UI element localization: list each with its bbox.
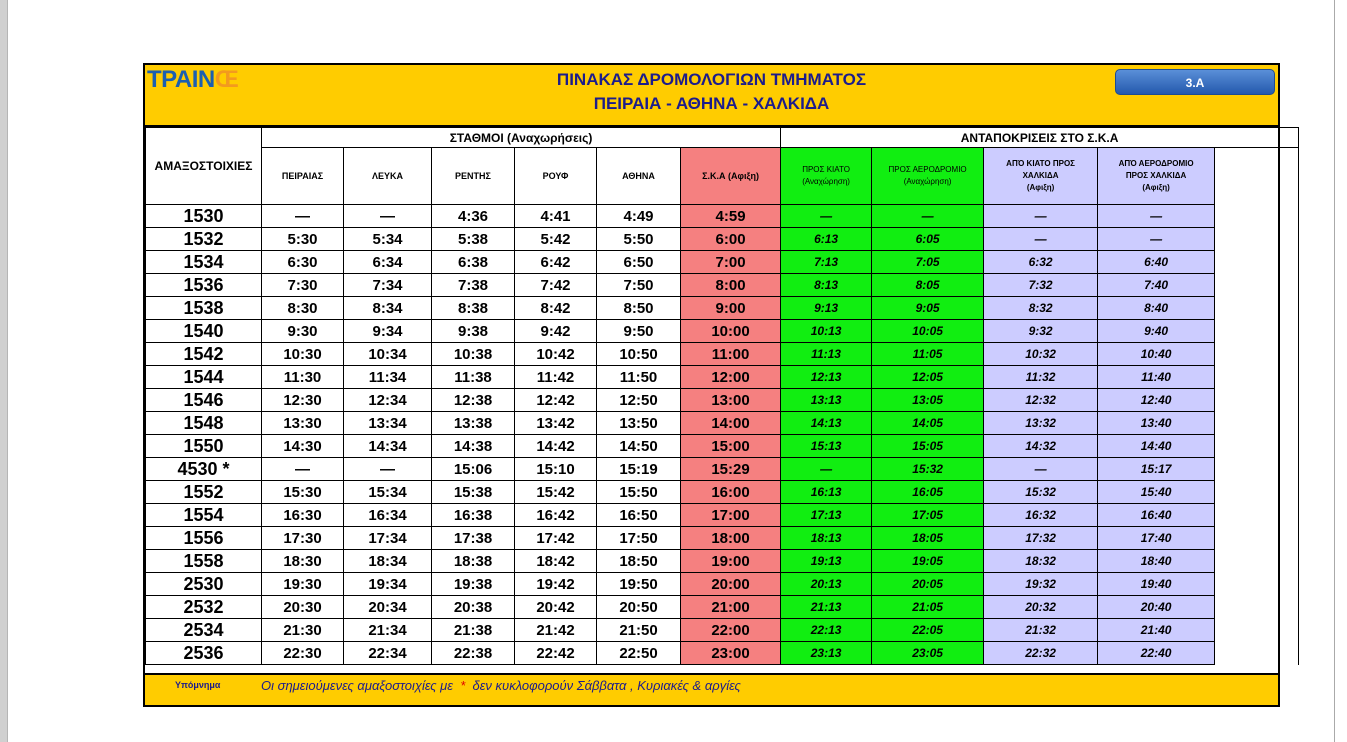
- station-time: 22:50: [597, 642, 681, 665]
- connection-time: 22:05: [872, 619, 984, 642]
- table-row: [146, 550, 1299, 573]
- connection-time: 12:32: [984, 389, 1098, 412]
- window-left-edge: [0, 0, 8, 742]
- station-time: 20:30: [262, 596, 344, 619]
- train-number: 1548: [146, 412, 262, 435]
- station-time: 10:38: [432, 343, 515, 366]
- station-time: 21:30: [262, 619, 344, 642]
- ska-arrival-time: 10:00: [681, 320, 781, 343]
- ska-arrival-time: 4:59: [681, 205, 781, 228]
- station-time: 13:50: [597, 412, 681, 435]
- connection-time: 14:40: [1098, 435, 1215, 458]
- station-time: 22:34: [344, 642, 432, 665]
- station-time: 5:50: [597, 228, 681, 251]
- header-banner: [145, 65, 1278, 127]
- station-time: —: [344, 205, 432, 228]
- table-row: [146, 251, 1299, 274]
- station-time: 19:50: [597, 573, 681, 596]
- station-time: 20:42: [515, 596, 597, 619]
- station-time: 8:42: [515, 297, 597, 320]
- ska-arrival-time: 22:00: [681, 619, 781, 642]
- station-time: 12:30: [262, 389, 344, 412]
- station-time: 12:50: [597, 389, 681, 412]
- ska-arrival-time: 6:00: [681, 228, 781, 251]
- station-time: 22:38: [432, 642, 515, 665]
- table-row: [146, 642, 1299, 665]
- connection-time: —: [781, 205, 872, 228]
- legend-label: Υπόμνημα: [175, 680, 221, 690]
- ska-arrival-time: 21:00: [681, 596, 781, 619]
- station-time: 7:30: [262, 274, 344, 297]
- ska-arrival-time: 15:00: [681, 435, 781, 458]
- connection-time: 8:40: [1098, 297, 1215, 320]
- connection-time: —: [1098, 205, 1215, 228]
- connection-time: 6:13: [781, 228, 872, 251]
- station-time: 19:34: [344, 573, 432, 596]
- station-time: 17:34: [344, 527, 432, 550]
- station-time: 9:42: [515, 320, 597, 343]
- page-title-line2: ΠΕΙΡΑΙΑ - ΑΘΗΝΑ - ΧΑΛΚΙΔΑ: [593, 94, 830, 113]
- connection-time: —: [984, 205, 1098, 228]
- connection-time: 19:13: [781, 550, 872, 573]
- connection-time: 12:13: [781, 366, 872, 389]
- connection-time: 23:13: [781, 642, 872, 665]
- connection-time: 14:05: [872, 412, 984, 435]
- station-time: 4:49: [597, 205, 681, 228]
- connection-time: 18:05: [872, 527, 984, 550]
- note-text-before: Οι σημειούμενες αμαξοστοιχίες με: [261, 678, 453, 693]
- connection-time: 19:32: [984, 573, 1098, 596]
- table-row: [146, 596, 1299, 619]
- station-time: 5:42: [515, 228, 597, 251]
- connection-time: 14:13: [781, 412, 872, 435]
- station-time: 7:38: [432, 274, 515, 297]
- connection-time: 10:05: [872, 320, 984, 343]
- stations-group-header: ΣΤΑΘΜΟΙ (Αναχωρήσεις): [262, 128, 781, 148]
- station-time: 21:50: [597, 619, 681, 642]
- table-row: [146, 458, 1299, 481]
- station-time: 17:42: [515, 527, 597, 550]
- train-number: 2530: [146, 573, 262, 596]
- connection-time: 14:32: [984, 435, 1098, 458]
- station-time: 11:30: [262, 366, 344, 389]
- train-number: 2534: [146, 619, 262, 642]
- station-time: 14:34: [344, 435, 432, 458]
- station-time: 18:42: [515, 550, 597, 573]
- station-time: 15:19: [597, 458, 681, 481]
- connection-time: 9:05: [872, 297, 984, 320]
- connection-time: 16:13: [781, 481, 872, 504]
- connection-time: 15:40: [1098, 481, 1215, 504]
- station-time: 8:34: [344, 297, 432, 320]
- station-time: 6:34: [344, 251, 432, 274]
- connection-time: 15:32: [872, 458, 984, 481]
- connection-time: 18:40: [1098, 550, 1215, 573]
- connection-time: 10:40: [1098, 343, 1215, 366]
- connection-time: 13:05: [872, 389, 984, 412]
- table-row: [146, 366, 1299, 389]
- station-time: 11:38: [432, 366, 515, 389]
- connection-time: 8:32: [984, 297, 1098, 320]
- station-time: 14:38: [432, 435, 515, 458]
- station-time: 4:36: [432, 205, 515, 228]
- station-time: 4:41: [515, 205, 597, 228]
- train-number: 2536: [146, 642, 262, 665]
- station-time: 19:38: [432, 573, 515, 596]
- station-time: 6:30: [262, 251, 344, 274]
- station-time: 16:38: [432, 504, 515, 527]
- train-number: 4530 *: [146, 458, 262, 481]
- logo-accent: Œ: [214, 66, 239, 93]
- ska-arrival-time: 15:29: [681, 458, 781, 481]
- station-time: 6:42: [515, 251, 597, 274]
- footer-legend: [145, 673, 1278, 705]
- station-time: 15:06: [432, 458, 515, 481]
- table-row: [146, 619, 1299, 642]
- station-time: 13:42: [515, 412, 597, 435]
- station-time: 15:38: [432, 481, 515, 504]
- station-time: 15:10: [515, 458, 597, 481]
- connection-time: 13:32: [984, 412, 1098, 435]
- station-time: 21:42: [515, 619, 597, 642]
- connection-time: —: [781, 458, 872, 481]
- connection-time: 9:13: [781, 297, 872, 320]
- timetable: [145, 127, 1299, 665]
- station-time: 20:34: [344, 596, 432, 619]
- window-right-edge: [1334, 0, 1335, 742]
- station-time: 21:34: [344, 619, 432, 642]
- connection-time: 6:05: [872, 228, 984, 251]
- station-time: 16:30: [262, 504, 344, 527]
- station-time: 5:34: [344, 228, 432, 251]
- station-time: 10:30: [262, 343, 344, 366]
- connection-header-line: (Αναχώρηση): [802, 177, 850, 186]
- connection-time: 7:40: [1098, 274, 1215, 297]
- page-title-line1: ΠΙΝΑΚΑΣ ΔΡΟΜΟΛΟΓΙΩΝ ΤΜΗΜΑΤΟΣ: [556, 70, 867, 89]
- connection-time: 13:13: [781, 389, 872, 412]
- section-badge: 3.A: [1115, 69, 1275, 95]
- train-number: 1538: [146, 297, 262, 320]
- connection-time: 15:05: [872, 435, 984, 458]
- connection-header-line: ΧΑΛΚΙΔΑ: [1022, 171, 1059, 180]
- station-time: 7:34: [344, 274, 432, 297]
- connection-time: —: [984, 228, 1098, 251]
- station-time: 21:38: [432, 619, 515, 642]
- train-number: 1542: [146, 343, 262, 366]
- ska-arrival-time: 19:00: [681, 550, 781, 573]
- connection-time: 17:40: [1098, 527, 1215, 550]
- station-time: 20:38: [432, 596, 515, 619]
- connection-time: 8:05: [872, 274, 984, 297]
- table-row: [146, 435, 1299, 458]
- station-time: 19:30: [262, 573, 344, 596]
- station-time: 13:38: [432, 412, 515, 435]
- train-column-header: ΑΜΑΞΟΣΤΟΙΧΙΕΣ: [146, 128, 262, 205]
- connection-time: 16:05: [872, 481, 984, 504]
- connection-time: 21:13: [781, 596, 872, 619]
- connection-time: 19:05: [872, 550, 984, 573]
- station-time: 8:30: [262, 297, 344, 320]
- connection-time: 17:32: [984, 527, 1098, 550]
- train-number: 1546: [146, 389, 262, 412]
- connection-time: 13:40: [1098, 412, 1215, 435]
- station-header-4: ΡΟΥΦ: [515, 148, 597, 205]
- connection-header-line: ΠΡΟΣ ΧΑΛΚΙΔΑ: [1125, 171, 1187, 180]
- ska-arrival-time: 23:00: [681, 642, 781, 665]
- station-time: 8:38: [432, 297, 515, 320]
- connection-time: 11:05: [872, 343, 984, 366]
- station-time: 12:42: [515, 389, 597, 412]
- station-time: —: [262, 205, 344, 228]
- train-number: 1530: [146, 205, 262, 228]
- connection-header-line: ΑΠΌ ΑΕΡΟΔΡΟΜΙΟ: [1118, 159, 1194, 168]
- station-time: 13:30: [262, 412, 344, 435]
- connection-time: 20:40: [1098, 596, 1215, 619]
- table-row: [146, 274, 1299, 297]
- connection-time: 6:32: [984, 251, 1098, 274]
- station-header-5: ΑΘΗΝΑ: [597, 148, 681, 205]
- ska-arrival-time: 16:00: [681, 481, 781, 504]
- station-time: 9:50: [597, 320, 681, 343]
- connection-time: 15:13: [781, 435, 872, 458]
- connection-time: 21:05: [872, 596, 984, 619]
- station-time: 9:34: [344, 320, 432, 343]
- connection-header-3: [984, 148, 1098, 205]
- table-row: [146, 573, 1299, 596]
- connection-time: 11:13: [781, 343, 872, 366]
- ska-arrival-time: 9:00: [681, 297, 781, 320]
- station-header-3: ΡΕΝΤΗΣ: [432, 148, 515, 205]
- ska-arrival-time: 7:00: [681, 251, 781, 274]
- ska-arrival-time: 18:00: [681, 527, 781, 550]
- station-time: 6:50: [597, 251, 681, 274]
- connection-header-line: (Αναχώρηση): [903, 177, 952, 186]
- station-time: 11:42: [515, 366, 597, 389]
- connection-time: 22:32: [984, 642, 1098, 665]
- train-number: 1532: [146, 228, 262, 251]
- train-number: 1550: [146, 435, 262, 458]
- connection-header-2: [872, 148, 984, 205]
- connection-header-1: [781, 148, 872, 205]
- station-time: 5:30: [262, 228, 344, 251]
- connection-time: 12:40: [1098, 389, 1215, 412]
- station-time: 5:38: [432, 228, 515, 251]
- station-time: —: [262, 458, 344, 481]
- table-row: [146, 412, 1299, 435]
- station-time: 6:38: [432, 251, 515, 274]
- connection-time: 15:17: [1098, 458, 1215, 481]
- legend-note: [261, 678, 741, 693]
- connection-time: 17:05: [872, 504, 984, 527]
- connection-time: 16:32: [984, 504, 1098, 527]
- station-time: 16:50: [597, 504, 681, 527]
- station-time: 12:38: [432, 389, 515, 412]
- station-time: 22:42: [515, 642, 597, 665]
- connection-time: 19:40: [1098, 573, 1215, 596]
- table-row: [146, 527, 1299, 550]
- timetable-sheet: [143, 63, 1280, 707]
- ska-arrival-time: 12:00: [681, 366, 781, 389]
- connection-header-line: (Αφιξη): [1142, 183, 1170, 192]
- connection-time: 21:32: [984, 619, 1098, 642]
- ska-arrival-time: 13:00: [681, 389, 781, 412]
- station-time: 18:38: [432, 550, 515, 573]
- connection-time: 20:32: [984, 596, 1098, 619]
- station-time: 22:30: [262, 642, 344, 665]
- station-header-2: ΛΕΥΚΑ: [344, 148, 432, 205]
- train-number: 1536: [146, 274, 262, 297]
- train-number: 1556: [146, 527, 262, 550]
- ska-arrival-time: 14:00: [681, 412, 781, 435]
- connection-time: 17:13: [781, 504, 872, 527]
- station-time: 10:50: [597, 343, 681, 366]
- station-time: 18:50: [597, 550, 681, 573]
- table-row: [146, 389, 1299, 412]
- connection-time: 9:40: [1098, 320, 1215, 343]
- connection-time: 21:40: [1098, 619, 1215, 642]
- station-time: 18:34: [344, 550, 432, 573]
- station-time: 15:34: [344, 481, 432, 504]
- station-time: 11:34: [344, 366, 432, 389]
- ska-arrival-time: 11:00: [681, 343, 781, 366]
- station-time: 14:42: [515, 435, 597, 458]
- train-number: 1552: [146, 481, 262, 504]
- station-time: 17:38: [432, 527, 515, 550]
- station-time: 18:30: [262, 550, 344, 573]
- ska-arrival-time: 20:00: [681, 573, 781, 596]
- station-time: 16:42: [515, 504, 597, 527]
- connection-header-line: ΠΡΟΣ ΑΕΡΟΔΡΟΜΙΟ: [888, 165, 967, 174]
- connection-time: —: [1098, 228, 1215, 251]
- train-number: 1540: [146, 320, 262, 343]
- table-row: [146, 504, 1299, 527]
- connection-time: —: [872, 205, 984, 228]
- train-number: 1554: [146, 504, 262, 527]
- connection-time: 11:40: [1098, 366, 1215, 389]
- connection-time: 11:32: [984, 366, 1098, 389]
- station-time: 15:50: [597, 481, 681, 504]
- station-time: 14:50: [597, 435, 681, 458]
- connection-time: 22:40: [1098, 642, 1215, 665]
- station-time: 14:30: [262, 435, 344, 458]
- logo-text: ΤΡΑΙΝ: [147, 66, 215, 93]
- station-time: 15:30: [262, 481, 344, 504]
- connection-time: 7:05: [872, 251, 984, 274]
- connection-time: 7:32: [984, 274, 1098, 297]
- connection-header-line: ΑΠΌ ΚΙΑΤΟ ΠΡΟΣ: [1006, 159, 1075, 168]
- station-time: 7:50: [597, 274, 681, 297]
- connection-header-line: ΠΡΟΣ ΚΙΑΤΟ: [802, 165, 850, 174]
- station-time: 9:30: [262, 320, 344, 343]
- station-time: 17:30: [262, 527, 344, 550]
- station-time: 20:50: [597, 596, 681, 619]
- station-time: 10:42: [515, 343, 597, 366]
- station-time: 16:34: [344, 504, 432, 527]
- table-row: [146, 481, 1299, 504]
- station-time: 10:34: [344, 343, 432, 366]
- connections-group-header: ΑΝΤΑΠΟΚΡΙΣΕΙΣ ΣΤΟ Σ.Κ.Α: [781, 128, 1299, 148]
- connection-header-4: [1098, 148, 1215, 205]
- connection-time: 12:05: [872, 366, 984, 389]
- connection-time: 8:13: [781, 274, 872, 297]
- connection-time: 22:13: [781, 619, 872, 642]
- table-row: [146, 297, 1299, 320]
- connection-time: 20:13: [781, 573, 872, 596]
- note-star: *: [460, 678, 466, 693]
- connection-time: 6:40: [1098, 251, 1215, 274]
- connection-time: 18:32: [984, 550, 1098, 573]
- connection-time: 16:40: [1098, 504, 1215, 527]
- table-row: [146, 205, 1299, 228]
- train-number: 1534: [146, 251, 262, 274]
- station-time: —: [344, 458, 432, 481]
- connection-time: 7:13: [781, 251, 872, 274]
- station-header-1: ΠΕΙΡΑΙΑΣ: [262, 148, 344, 205]
- station-time: 8:50: [597, 297, 681, 320]
- connection-time: 23:05: [872, 642, 984, 665]
- station-time: 19:42: [515, 573, 597, 596]
- table-row: [146, 343, 1299, 366]
- station-time: 9:38: [432, 320, 515, 343]
- ska-arrival-time: 8:00: [681, 274, 781, 297]
- train-number: 2532: [146, 596, 262, 619]
- connection-time: 10:13: [781, 320, 872, 343]
- note-text-after: δεν κυκλοφορούν Σάββατα , Κυριακές & αργίες: [472, 678, 741, 693]
- table-row: [146, 320, 1299, 343]
- station-time: 12:34: [344, 389, 432, 412]
- ska-arrival-header: Σ.Κ.Α (Αφιξη): [681, 148, 781, 205]
- connection-time: —: [984, 458, 1098, 481]
- station-time: 13:34: [344, 412, 432, 435]
- ska-arrival-time: 17:00: [681, 504, 781, 527]
- station-time: 17:50: [597, 527, 681, 550]
- connection-time: 15:32: [984, 481, 1098, 504]
- connection-header-line: (Αφιξη): [1026, 183, 1055, 192]
- table-row: [146, 228, 1299, 251]
- connection-time: 9:32: [984, 320, 1098, 343]
- station-time: 7:42: [515, 274, 597, 297]
- station-time: 11:50: [597, 366, 681, 389]
- connection-time: 20:05: [872, 573, 984, 596]
- train-number: 1558: [146, 550, 262, 573]
- connection-time: 10:32: [984, 343, 1098, 366]
- train-number: 1544: [146, 366, 262, 389]
- station-time: 15:42: [515, 481, 597, 504]
- connection-time: 18:13: [781, 527, 872, 550]
